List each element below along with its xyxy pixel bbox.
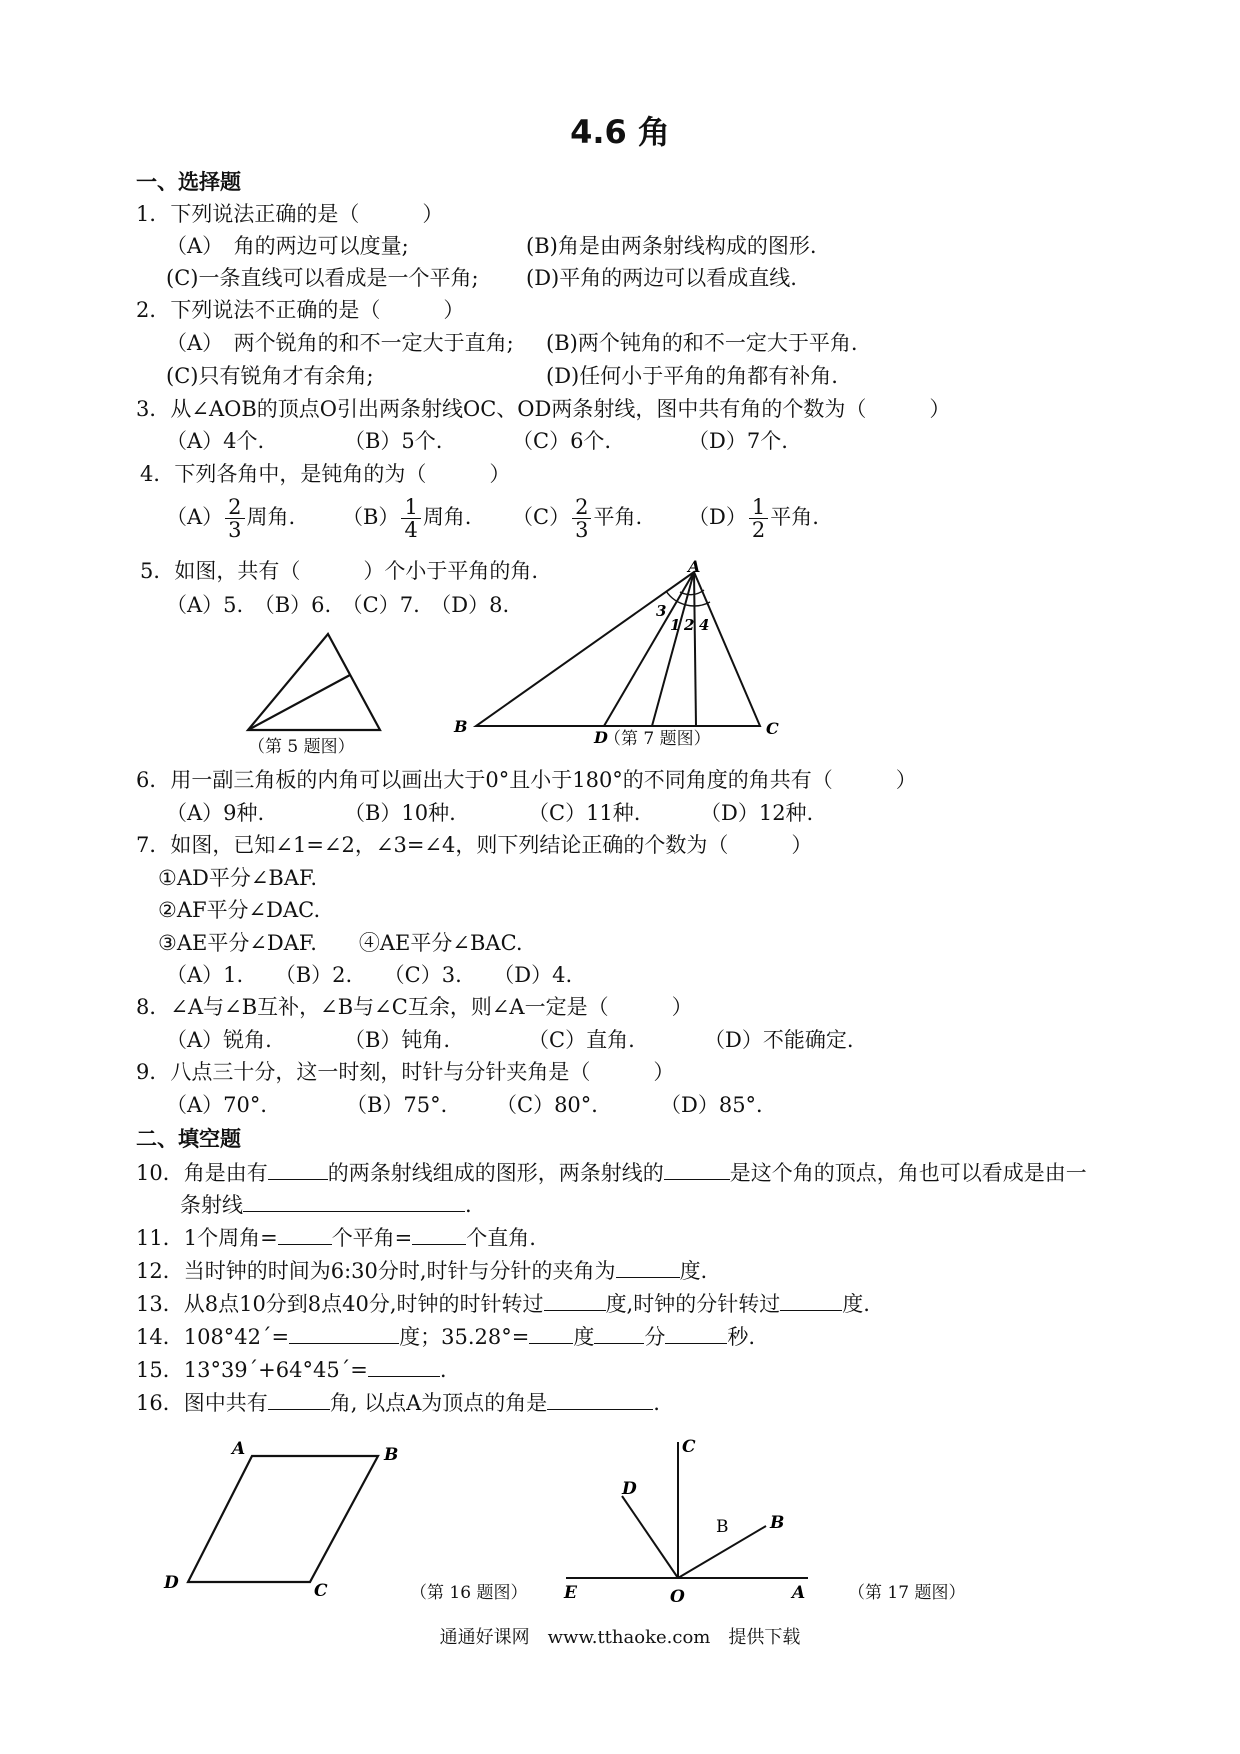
question-7-statement-3-4: ③AE平分∠DAF. ④AE平分∠BAC. [158, 931, 523, 955]
question-1-option-d: (D)平角的两边可以看成直线. [526, 266, 797, 290]
question-9-option-d: （D）85°． [660, 1093, 778, 1117]
fig7-label-b: B [454, 717, 468, 736]
question-10-line-2: 条射线 . [180, 1193, 472, 1217]
blank [368, 1356, 440, 1377]
question-15: 15．13°39´+64°45´= . [136, 1358, 447, 1382]
question-4-option-c: （C） $\frac{2}{3}$ 平角. [512, 495, 643, 543]
question-11: 11．1个周角= 个平角= 个直角. [136, 1226, 536, 1250]
blank [544, 1290, 606, 1311]
question-3-option-b: （B）5个. [344, 429, 443, 453]
question-5-stem: 5．如图，共有（ ）个小于平角的角. [140, 559, 539, 583]
question-6-option-c: （C）11种. [528, 801, 641, 825]
question-2-option-c: (C)只有锐角才有余角; [166, 364, 374, 388]
question-6-option-b: （B）10种. [344, 801, 456, 825]
question-8-option-b: （B）钝角. [344, 1028, 451, 1052]
question-2-option-b: (B)两个钝角的和不一定大于平角. [546, 331, 858, 355]
blank [780, 1290, 842, 1311]
question-9-option-b: （B）75°． [346, 1093, 462, 1117]
fig7-angle-3: 3 [656, 602, 667, 620]
fig16-label-b: B [384, 1445, 399, 1465]
blank [616, 1257, 680, 1278]
fraction: $\frac{1}{4}$ [401, 496, 420, 541]
question-6-option-a: （A）9种. [166, 801, 265, 825]
question-2-option-a: （A） 两个锐角的和不一定大于直角; [166, 331, 514, 355]
blank [268, 1159, 328, 1180]
question-7-statement-2: ②AF平分∠DAC. [158, 898, 321, 922]
blank [243, 1191, 465, 1212]
blank [664, 1159, 730, 1180]
question-10-line-1: 10．角是由有 的两条射线组成的图形，两条射线的 是这个角的顶点，角也可以看成是由一 [136, 1161, 1087, 1185]
section-heading-fill: 二、填空题 [136, 1126, 241, 1151]
question-5-options: （A）5. （B）6. （C）7. （D）8. [166, 593, 510, 617]
fig7-segment-ad [604, 572, 694, 726]
fig7-angle-2: 2 [684, 616, 695, 634]
question-8-stem: 8．∠A与∠B互补，∠B与∠C互余，则∠A一定是（ ） [136, 995, 693, 1019]
figure-16 [160, 1436, 410, 1596]
blank [289, 1323, 399, 1344]
question-9-stem: 9．八点三十分，这一时刻，时针与分针夹角是（ ） [136, 1060, 675, 1084]
figure-7-caption: （第 7 题图） [604, 729, 711, 749]
fig17-label-e: E [564, 1583, 577, 1603]
fig16-label-c: C [314, 1581, 328, 1596]
question-2-stem: 2．下列说法不正确的是（ ） [136, 298, 465, 322]
fig7-angle-4: 4 [699, 616, 710, 634]
fig16-label-d: D [164, 1573, 179, 1593]
question-8-option-d: （D）不能确定. [704, 1028, 854, 1052]
fig17-label-o: O [670, 1587, 685, 1607]
fig17-label-b-mid: B [716, 1517, 729, 1537]
fraction: $\frac{2}{3}$ [572, 496, 591, 541]
fig17-label-c: C [682, 1437, 696, 1457]
figure-7 [448, 560, 788, 750]
question-1-stem: 1．下列说法正确的是（ ） [136, 202, 444, 226]
fig16-parallelogram [188, 1456, 378, 1582]
blank [278, 1224, 332, 1245]
fig5-segment [248, 675, 350, 730]
fig16-label-a: A [232, 1439, 246, 1459]
figure-16-caption: （第 16 题图） [410, 1583, 528, 1603]
blank [665, 1323, 727, 1344]
figure-5 [238, 624, 388, 736]
question-3-option-d: （D）7个. [688, 429, 788, 453]
blank [529, 1323, 573, 1344]
fig7-label-d: D [594, 728, 608, 747]
fraction: $\frac{2}{3}$ [225, 496, 244, 541]
fig17-ray-od [622, 1496, 678, 1578]
blank [412, 1224, 466, 1245]
question-13: 13．从8点10分到8点40分,时钟的时针转过 度,时钟的分针转过 度. [136, 1292, 870, 1316]
question-12: 12．当时钟的时间为6:30分时,时针与分针的夹角为 度. [136, 1259, 708, 1283]
fraction: $\frac{1}{2}$ [749, 496, 768, 541]
figure-17-caption: （第 17 题图） [848, 1583, 966, 1603]
section-heading-choice: 一、选择题 [136, 169, 241, 194]
blank [268, 1389, 330, 1410]
fig17-label-b: B [770, 1513, 785, 1533]
question-2-option-d: (D)任何小于平角的角都有补角. [546, 364, 838, 388]
question-9-option-c: （C）80°． [496, 1093, 613, 1117]
question-4-option-a: （A） $\frac{2}{3}$ 周角. [166, 495, 296, 543]
question-3-option-a: （A）4个. [166, 429, 265, 453]
question-3-stem: 3．从∠AOB的顶点O引出两条射线OC、OD两条射线，图中共有角的个数为（ ） [136, 397, 951, 421]
question-9-option-a: （A）70°． [166, 1093, 282, 1117]
question-1-option-b: (B)角是由两条射线构成的图形. [526, 234, 817, 258]
question-7-statement-1: ①AD平分∠BAF. [158, 866, 317, 890]
page-title: 4.6 角 [570, 113, 670, 151]
question-6-option-d: （D）12种. [700, 801, 814, 825]
blank [547, 1389, 653, 1410]
fig17-label-d: D [622, 1479, 637, 1499]
fig7-angle-1: 1 [670, 616, 681, 634]
fig7-label-c: C [766, 719, 779, 738]
fig7-segment-af [694, 572, 696, 726]
question-7-stem: 7．如图，已知∠1=∠2，∠3=∠4，则下列结论正确的个数为（ ） [136, 833, 813, 857]
question-1-option-a: （A） 角的两边可以度量; [166, 234, 409, 258]
question-16: 16．图中共有 角, 以点A为顶点的角是 . [136, 1391, 660, 1415]
fig17-label-a: A [792, 1583, 806, 1603]
question-4-stem: 4．下列各角中，是钝角的为（ ） [140, 462, 511, 486]
footer-credit: 通通好课网 www.tthaoke.com 提供下载 [439, 1627, 801, 1648]
question-4-option-b: （B） $\frac{1}{4}$ 周角. [342, 495, 472, 543]
figure-17 [556, 1432, 816, 1607]
question-4-option-d: （D） $\frac{1}{2}$ 平角. [688, 495, 819, 543]
question-1-option-c: (C)一条直线可以看成是一个平角; [166, 266, 479, 290]
question-7-options: （A）1. （B）2. （C）3. （D）4. [166, 963, 573, 987]
blank [594, 1323, 644, 1344]
question-14: 14．108°42´= 度；35.28°= 度 分 秒. [136, 1325, 756, 1349]
question-8-option-c: （C）直角. [528, 1028, 635, 1052]
question-3-option-c: （C）6个. [512, 429, 612, 453]
fig5-triangle [248, 634, 380, 730]
question-8-option-a: （A）锐角. [166, 1028, 272, 1052]
question-6-stem: 6．用一副三角板的内角可以画出大于0°且小于180°的不同角度的角共有（ ） [136, 768, 917, 792]
fig7-label-a: A [688, 560, 701, 576]
figure-5-caption: （第 5 题图） [248, 737, 355, 757]
